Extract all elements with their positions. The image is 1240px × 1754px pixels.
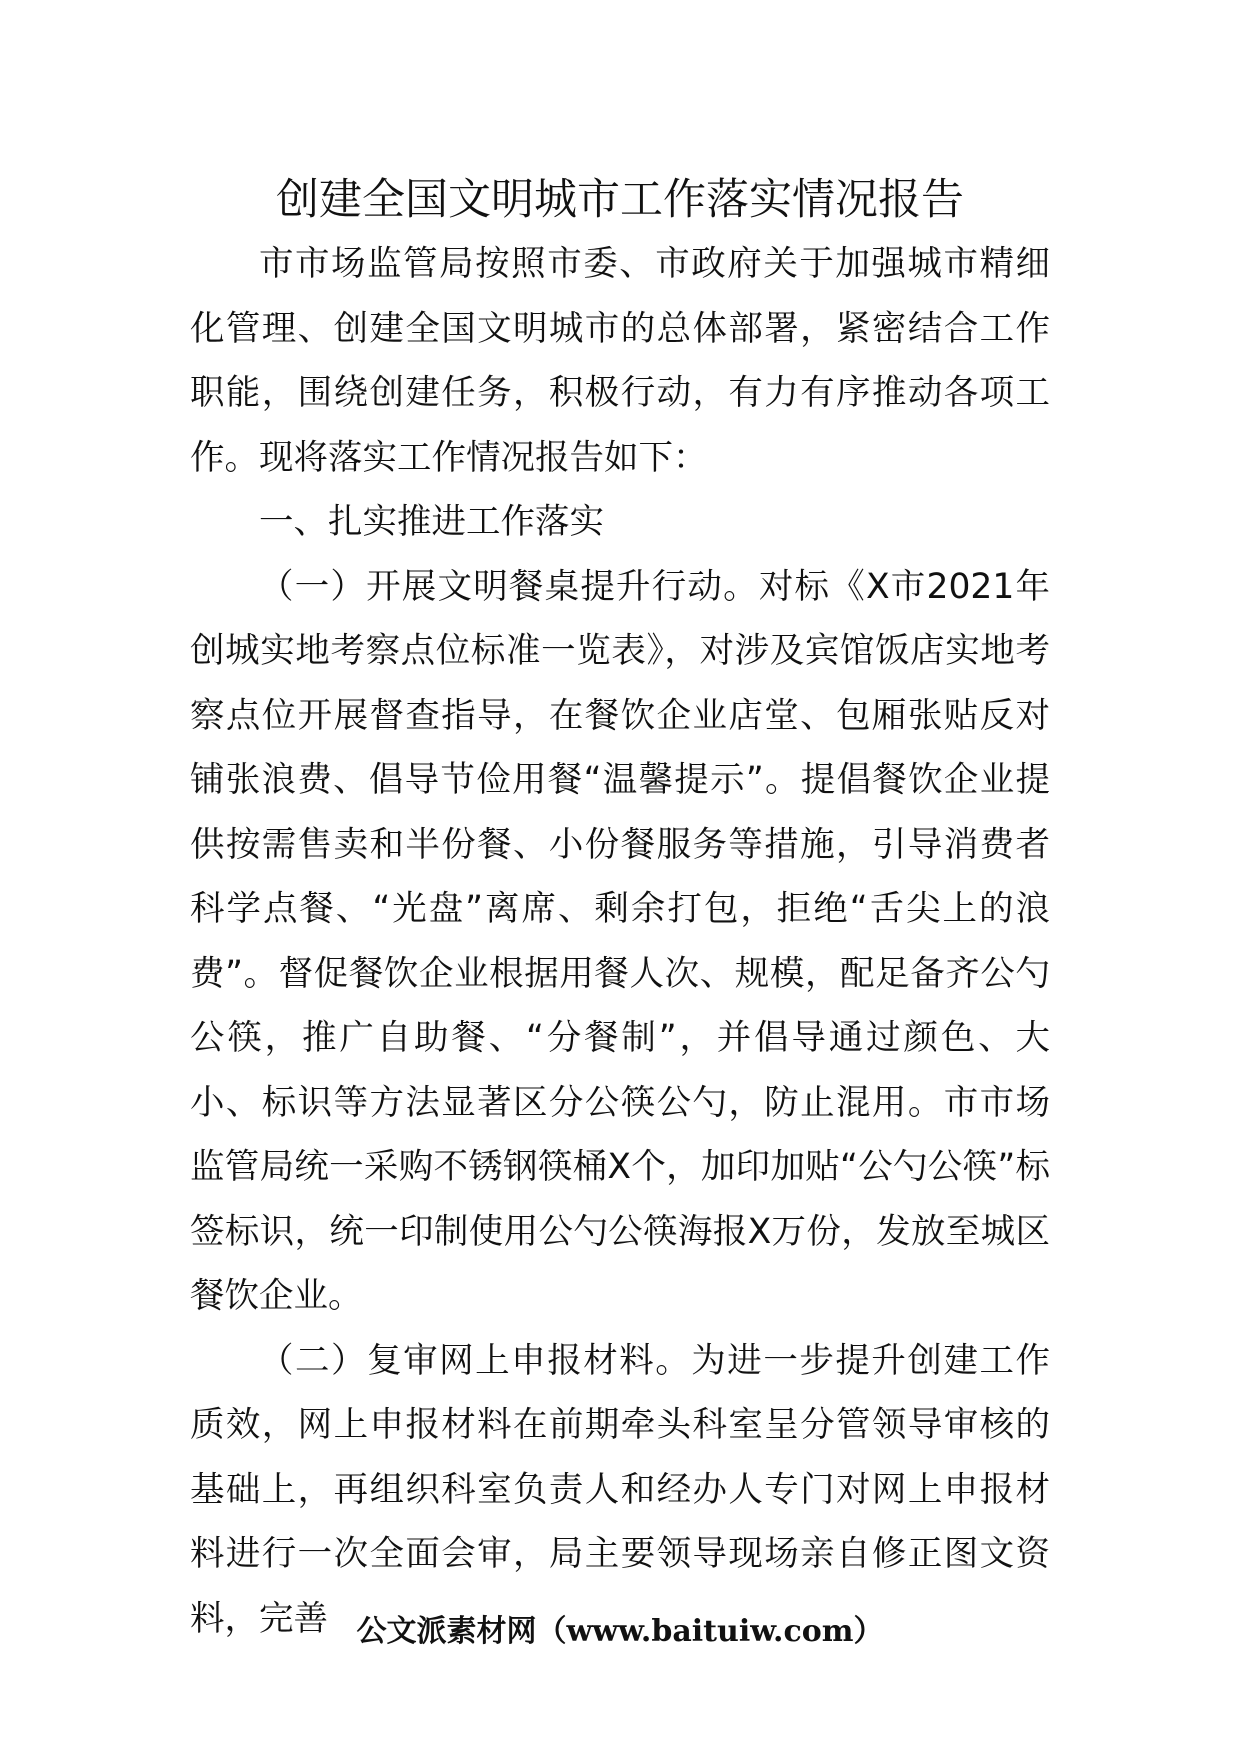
- footer-watermark-text: 公文派素材网（www.baituiw.com）: [356, 1614, 884, 1649]
- paragraph-online-review: （二）复审网上申报材料。为进一步提升创建工作质效，网上申报材料在前期牵头科室呈分管领导审核的基础上，再组织科室负责人和经办人专门对网上申报材料进行一次全面会审，局主要领导现场亲自修正图文资料，完善: [190, 1340, 1050, 1639]
- document-body: [190, 232, 1050, 1651]
- document-title: 创建全国文明城市工作落实情况报告: [276, 175, 964, 225]
- intro-paragraph: 市市场监管局按照市委、市政府关于加强城市精细化管理、创建全国文明城市的总体部署，紧密结合工作职能，围绕创建任务，积极行动，有力有序推动各项工作。现将落实工作情况报告如下：: [190, 244, 1050, 478]
- section-heading-1: 一、扎实推进工作落实: [259, 502, 604, 542]
- paragraph-civilized-dining: （一）开展文明餐桌提升行动。对标《X市2021年创城实地考察点位标准一览表》，对涉及宾馆饭店实地考察点位开展督查指导，在餐饮企业店堂、包厢张贴反对铺张浪费、倡导节俭用餐“温馨提示”。提倡餐饮企业提供按需售卖和半份餐、小份餐服务等措施，引导消费者科学点餐、“光盘”离席、剩余打包，拒绝“舌尖上的浪费”。督促餐饮企业根据用餐人次、规模，配足备齐公勺公筷，推广自助餐、“分餐制”，并倡导通过颜色、大小、标识等方法显著区分公筷公勺，防止混用。市市场监管局统一采购不锈钢筷桶X个，加印加贴“公勺公筷”标签标识，统一印制使用公勺公筷海报X万份，发放至城区餐饮企业。: [190, 566, 1050, 1316]
